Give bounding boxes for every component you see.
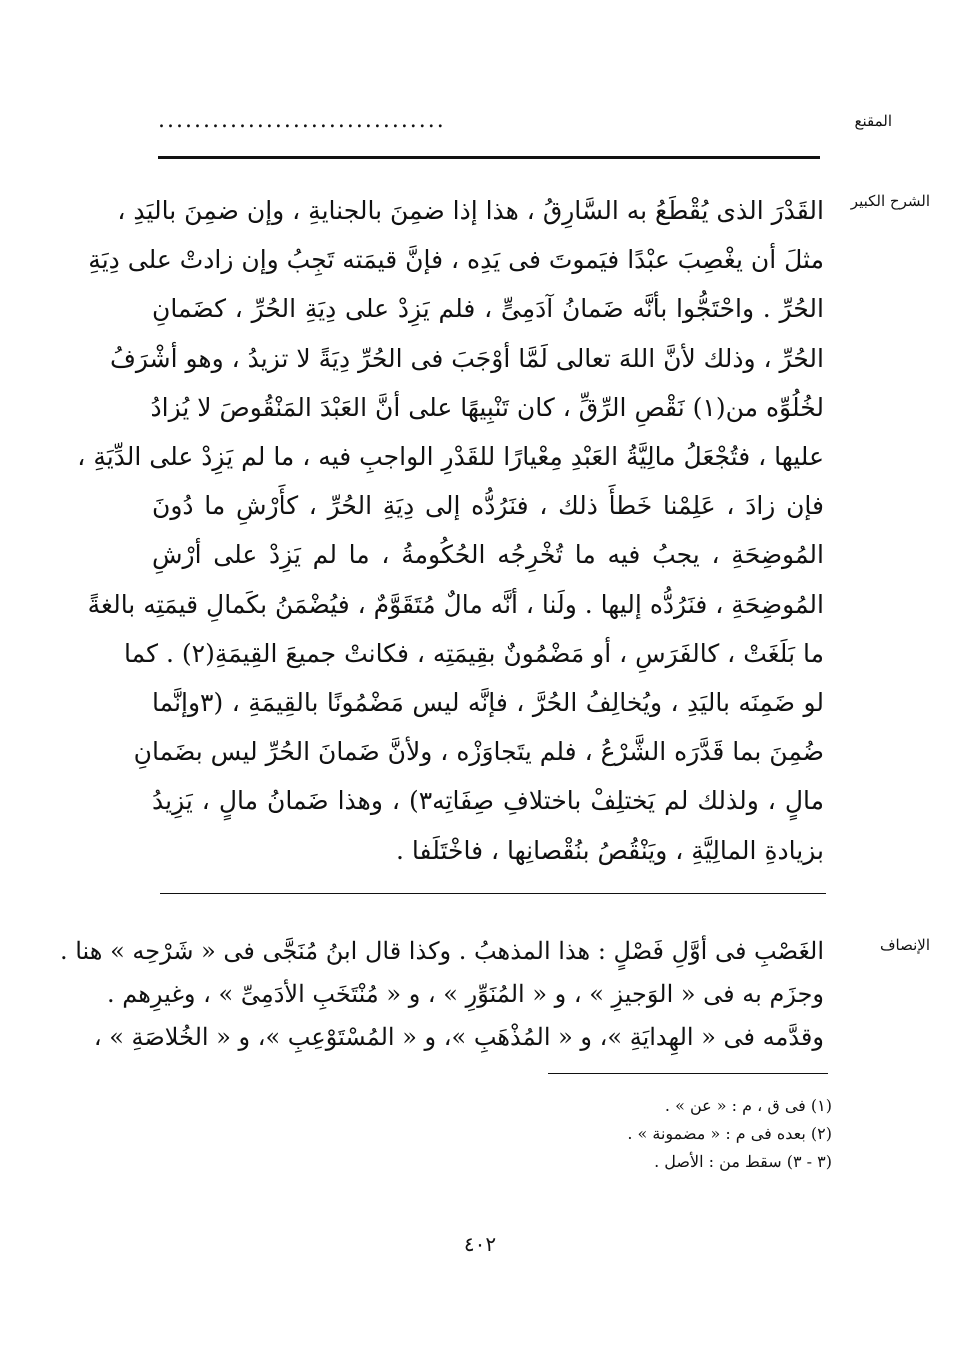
sharh-line: مثلَ أن يغْصِبَ عبْدًا فيَموتَ فى يَدِه ، فإنَّ قيمَته تَجِبُ وإن زادتْ على دِيَةِ — [88, 245, 824, 275]
sharh-text-block — [77, 186, 825, 875]
insaf-line: الغَصْبِ فى أوَّلِ فَصْلٍ : هذا المذهبُ . وكذا قال ابنُ مُنَجَّى فى « شَرْحِه » هنا . — [59, 937, 824, 965]
section-divider — [160, 893, 826, 894]
sharh-line: الحُرِّ . واحْتَجُّوا بأنَّه ضَمانُ آدَمِىٍّ ، فلم يَزِدْ على دِيَةِ الحُرِّ ، كضَمانِ — [152, 294, 824, 324]
sharh-line: مالٍ ، ولذلك لم يَختلِفْ باختلافِ صِفَاتِه٣) ، وهذا ضَمانُ مالٍ ، يَزِيدُ — [152, 786, 825, 816]
insaf-line: وقدَّمه فى « الهِدايَةِ »، و « المُذْهَبِ »، و « المُسْتَوْعِبِ »، و « الخُلاصَةِ » ، — [93, 1023, 824, 1051]
insaf-text-block — [59, 930, 824, 1059]
header-rule — [158, 156, 820, 159]
sharh-line: فإن زادَ ، عَلِمْنا خَطأَ ذلك ، فنَرُدُّه إلى دِيَةِ الحُرِّ ، كأَرْشِ ما دُونَ — [152, 491, 824, 521]
sharh-line: المُوضِحَةِ ، فنَرُدُّه إليها . ولَنا ، أنَّه مالٌ مُتَقَوَّمٌ ، فيُضْمَنُ بكَمالِ قيمَتِه بالغةً — [87, 589, 824, 619]
margin-label-insaf: الإنصاف — [879, 936, 930, 954]
footnotes — [520, 1092, 832, 1176]
footnote: (٢) بعده فى م : « مضمونة » . — [627, 1124, 832, 1143]
sharh-line: بزيادةِ المالِيَّةِ ، ويَنْقُصُ بنُقْصانِها ، فاخْتَلَفا . — [396, 835, 824, 865]
sharh-line: ضُمِنَ بما قَدَّرَه الشَّرْعُ ، فلم يتَجاوَزْه ، ولأنَّ ضَمانَ الحُرِّ ليس بضَمانِ — [133, 737, 824, 767]
footnote-divider — [548, 1073, 828, 1074]
header-dotted-leader: ................................ — [158, 108, 446, 132]
sharh-line: ما بَلَغَتْ ، كالفَرَسِ ، أو مَضْمُونٌ بقِيمَتِه ، فكانتْ جميعَ القِيمَةِ(٢) . كما — [124, 638, 824, 668]
sharh-line: الحُرِّ ، وذلك لأنَّ اللهَ تعالى لَمَّا أوْجَبَ فى الحُرِّ دِيَةً لا تزيدُ ، وهو أشْرَفُ — [109, 343, 824, 373]
footnote: (١) فى ق ، م : « عن » . — [664, 1096, 832, 1115]
sharh-line: لخُلُوِّه من(١) نَقْصِ الرِّقِّ ، كان تَنْبِيهًا على أنَّ العَبْدَ المَنْقُوصَ لا يُزادُ — [150, 392, 824, 422]
margin-label-sharh: الشرح الكبير — [850, 192, 930, 210]
footnote: (٣ - ٣) سقط من : الأصل . — [654, 1152, 832, 1171]
page-number: ٤٠٢ — [463, 1232, 497, 1256]
sharh-line: القَدْرَ الذى يُقْطَعُ به السَّارِقُ ، هذا إذا ضمِنَ بالجنايةِ ، وإن ضمِنَ باليَدِ ، — [117, 196, 824, 225]
sharh-line: عليها ، فتُجْعَلُ مالِيَّةُ العَبْدِ مِعْيارًا للقَدْرِ الواجبِ فيه ، ما لم يَزِدْ على الدِّيَةِ ، — [77, 442, 824, 472]
sharh-line: لو ضَمِنَه باليَدِ ، ويُخالِفُ الحُرَّ ، فإنَّه ليس مَضْمُونًا بالقِيمَةِ ، (٣وإنَّما — [152, 688, 824, 718]
running-header-title: المقنع — [854, 112, 892, 130]
sharh-line: المُوضِحَةِ ، يجبُ فيه ما تُخْرِجُه الحُكُومةُ ، ما لم يَزِدْ على أرْشِ — [152, 540, 824, 570]
insaf-line: وجزَم به فى « الوَجيزِ » ، و « المُنَوِّرِ » ، و « مُنْتَخَبِ الأدَمِىِّ » ، وغيرِهم . — [107, 980, 824, 1008]
